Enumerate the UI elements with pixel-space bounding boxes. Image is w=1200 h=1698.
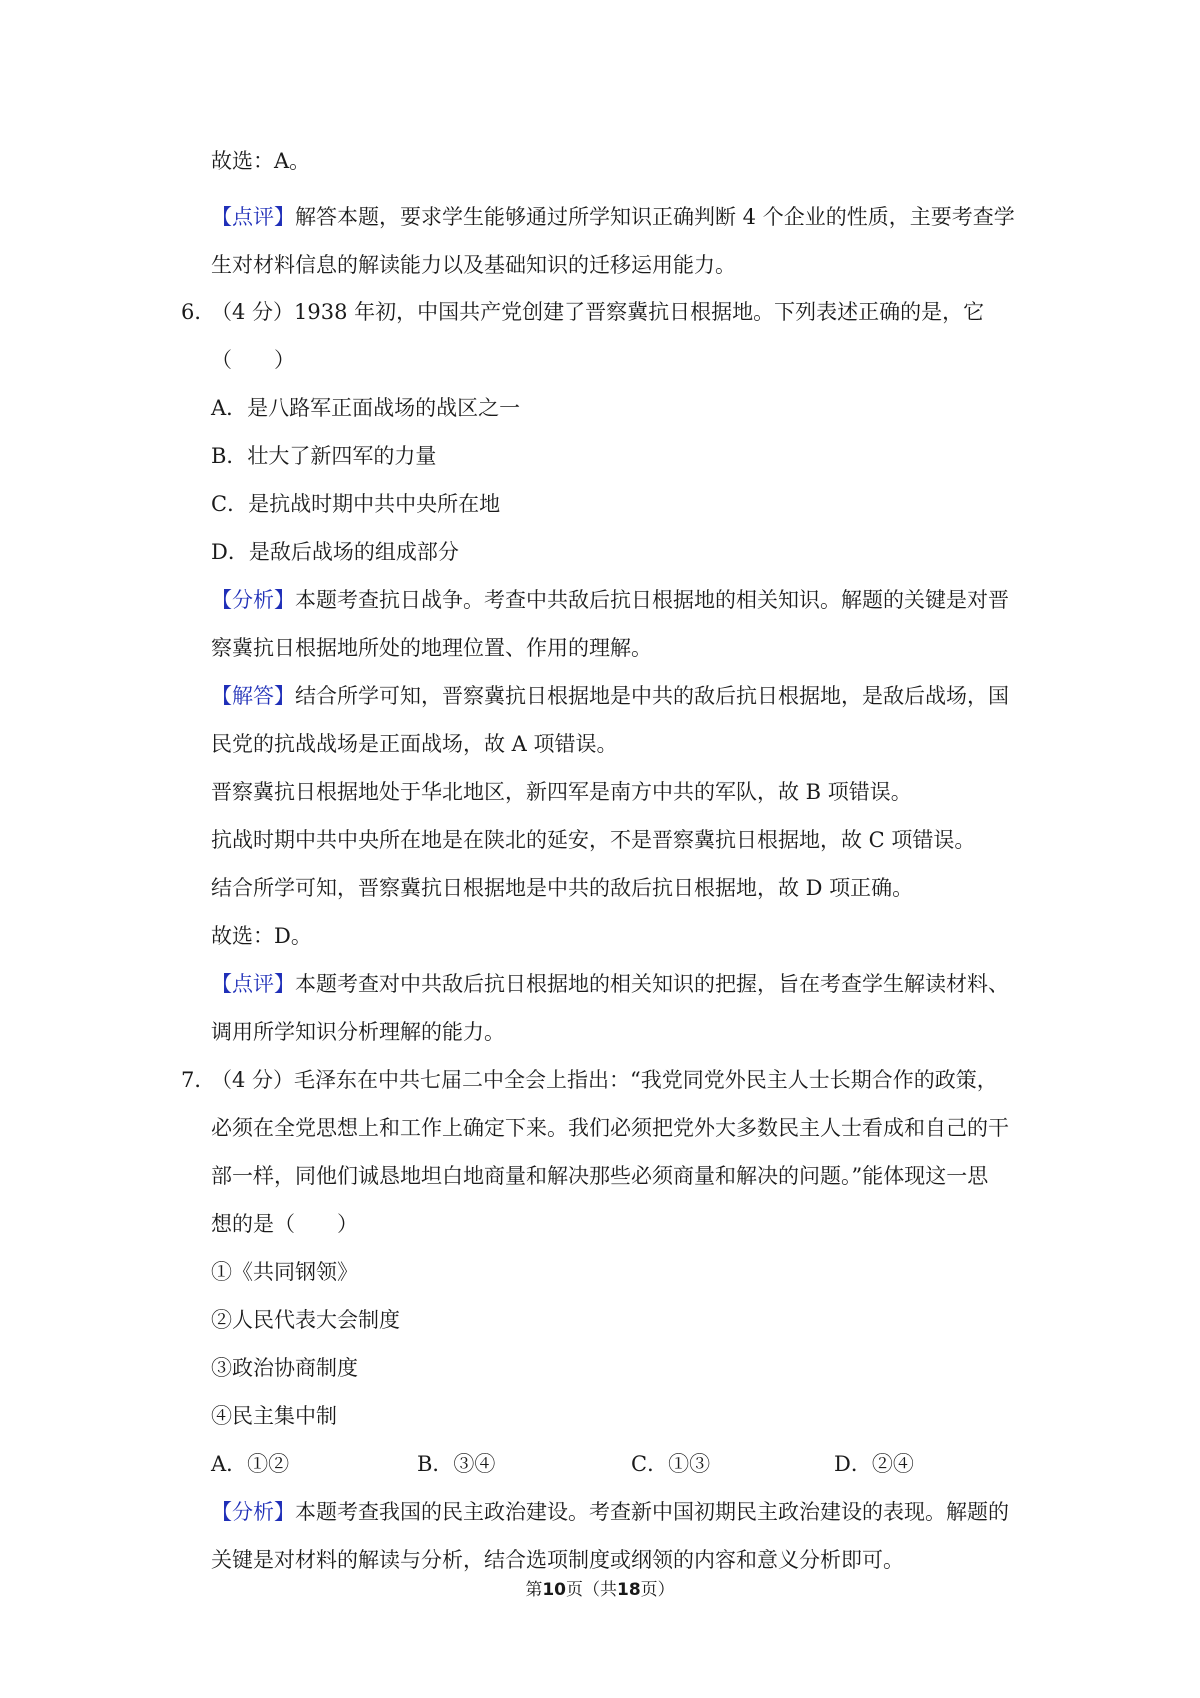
footer-middle: 页（共	[566, 1580, 617, 1600]
option-d: D．是敌后战场的组成部分	[211, 540, 459, 564]
answer-line: 故选：A。	[211, 149, 311, 173]
analysis-text: 本题考查我国的民主政治建设。考查新中国初期民主政治建设的表现。解题的	[295, 1500, 1009, 1524]
list-item: ①《共同钢领》	[211, 1260, 358, 1284]
question-stem: （4 分）毛泽东在中共七届二中全会上指出：“我党同党外民主人士长期合作的政策，	[211, 1068, 998, 1092]
option-c: C．是抗战时期中共中央所在地	[211, 492, 501, 516]
comment-text: 解答本题，要求学生能够通过所学知识正确判断 4 个企业的性质，主要考查学	[295, 205, 1015, 229]
footer-total-pages: 18	[617, 1580, 641, 1600]
question-stem: （4 分）1938 年初，中国共产党创建了晋察冀抗日根据地。下列表述正确的是，它	[211, 300, 985, 324]
comment-tag: 【点评】	[211, 972, 295, 996]
footer-prefix: 第	[525, 1580, 543, 1600]
solution-line	[211, 682, 1009, 710]
solution-line: 晋察冀抗日根据地处于华北地区，新四军是南方中共的军队，故 B 项错误。	[211, 780, 912, 804]
analysis-line	[211, 586, 1009, 614]
question-stem: 部一样，同他们诚恳地坦白地商量和解决那些必须商量和解决的问题。”能体现这一思	[211, 1164, 989, 1188]
question-number: 7．	[181, 1068, 216, 1092]
analysis-line: 关键是对材料的解读与分析，结合选项制度或纲领的内容和意义分析即可。	[211, 1548, 904, 1572]
footer-suffix: 页）	[640, 1580, 675, 1600]
comment-line	[211, 203, 1015, 231]
analysis-line: 察冀抗日根据地所处的地理位置、作用的理解。	[211, 636, 652, 660]
footer-page-number: 10	[542, 1580, 566, 1600]
option-d: D．②④	[834, 1452, 914, 1476]
option-b: B．③④	[417, 1452, 496, 1476]
analysis-tag: 【分析】	[211, 588, 295, 612]
question-stem: 想的是（ ）	[211, 1212, 358, 1236]
option-a: A．①②	[211, 1452, 290, 1476]
analysis-text: 本题考查抗日战争。考查中共敌后抗日根据地的相关知识。解题的关键是对晋	[295, 588, 1009, 612]
question-blank: （ ）	[211, 348, 295, 372]
page-footer	[0, 1578, 1200, 1602]
solution-line: 民党的抗战战场是正面战场，故 A 项错误。	[211, 732, 618, 756]
solution-tag: 【解答】	[211, 684, 295, 708]
list-item: ②人民代表大会制度	[211, 1308, 400, 1332]
comment-tag: 【点评】	[211, 205, 295, 229]
question-stem: 必须在全党思想上和工作上确定下来。我们必须把党外大多数民主人士看成和自己的干	[211, 1116, 1009, 1140]
option-a: A．是八路军正面战场的战区之一	[211, 396, 521, 420]
list-item: ④民主集中制	[211, 1404, 337, 1428]
comment-line	[211, 970, 1009, 998]
answer-line: 故选：D。	[211, 924, 312, 948]
analysis-tag: 【分析】	[211, 1500, 295, 1524]
analysis-line	[211, 1498, 1009, 1526]
comment-line: 调用所学知识分析理解的能力。	[211, 1020, 505, 1044]
solution-text: 结合所学可知，晋察冀抗日根据地是中共的敌后抗日根据地，是敌后战场，国	[295, 684, 1009, 708]
comment-text: 本题考查对中共敌后抗日根据地的相关知识的把握，旨在考查学生解读材料、	[295, 972, 1009, 996]
option-b: B．壮大了新四军的力量	[211, 444, 437, 468]
comment-line: 生对材料信息的解读能力以及基础知识的迁移运用能力。	[211, 253, 736, 277]
option-c: C．①③	[631, 1452, 711, 1476]
list-item: ③政治协商制度	[211, 1356, 358, 1380]
solution-line: 结合所学可知，晋察冀抗日根据地是中共的敌后抗日根据地，故 D 项正确。	[211, 876, 914, 900]
question-number: 6．	[181, 300, 216, 324]
solution-line: 抗战时期中共中央所在地是在陕北的延安，不是晋察冀抗日根据地，故 C 项错误。	[211, 828, 976, 852]
